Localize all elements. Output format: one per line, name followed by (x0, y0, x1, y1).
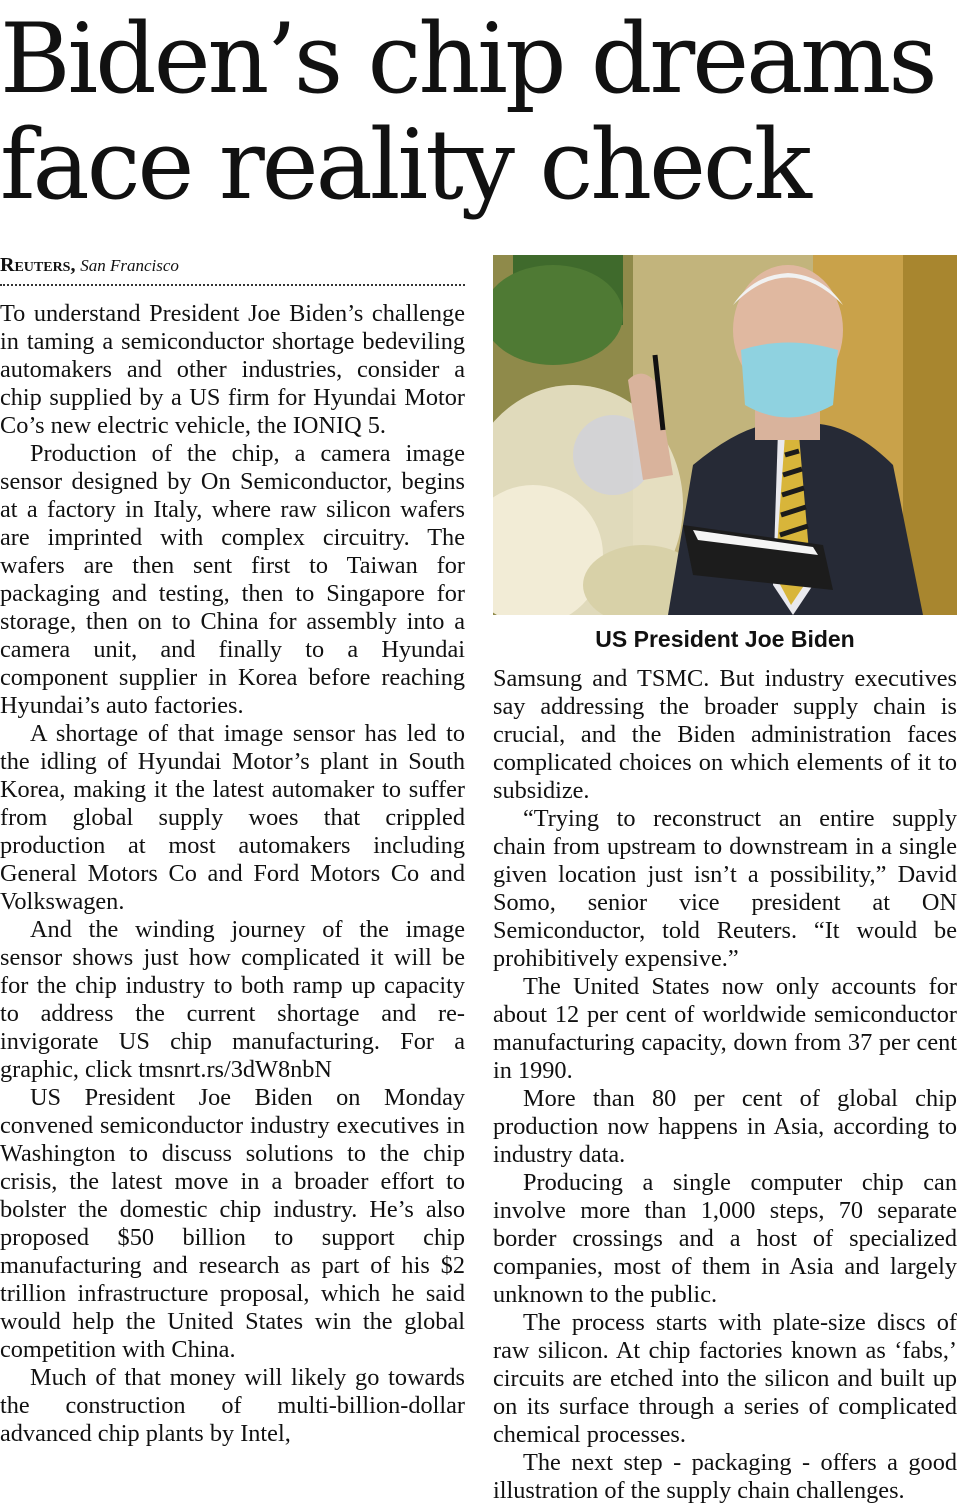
paragraph: More than 80 per cent of global chip production now happens in Asia, according to industry data. (493, 1085, 957, 1168)
paragraph: The United States now only accounts for about 12 per cent of worldwide semiconductor manufacturing capacity, down from 37 per cent in 1990. (493, 973, 957, 1084)
paragraph: “Trying to reconstruct an entire supply chain from upstream to downstream in a single given location just isn’t a possibility,” David Somo, senior vice president at ON Semiconductor, told Reuters. “It would be prohibitively expensive.” (493, 805, 957, 972)
paragraph: To understand President Joe Biden’s challenge in taming a semiconductor shortage bedeviling automakers and other industries, consider a chip supplied by a US firm for Hyundai Motor Co’s new electric vehicle, the IONIQ 5. (0, 300, 465, 439)
paragraph: Producing a single computer chip can involve more than 1,000 steps, 70 separate border crossings and a host of specialized companies, most of them in Asia and largely unknown to the public. (493, 1169, 957, 1308)
photo-illustration (493, 255, 957, 615)
headline (0, 3, 957, 221)
paragraph: Production of the chip, a camera image sensor designed by On Semiconductor, begins at a factory in Italy, where raw silicon wafers are imprinted with complex circuitry. The wafers are then sent first to Taiwan for packaging and testing, then to Singapore for storage, then on to China for assembly into a camera unit, and finally to a Hyundai component supplier in Korea before reaching Hyundai’s auto factories. (0, 440, 465, 719)
headline-line-2: face reality check (0, 109, 809, 221)
byline-agency: Reuters, (0, 254, 76, 276)
paragraph: And the winding journey of the image sensor shows just how complicated it will be for the chip industry to both ramp up capacity to address the current shortage and re-invigorate US chip manufacturing. For a graphic, click tmsnrt.rs/3dW8nbN (0, 916, 465, 1083)
article-column-right (493, 665, 957, 1505)
byline (0, 254, 465, 286)
paragraph: US President Joe Biden on Monday convened semiconductor industry executives in Washington to discuss solutions to the chip crisis, the latest move in a broader effort to bolster the domestic chip industry. He’s also proposed $50 billion to support chip manufacturing and research as part of his $2 trillion infrastructure proposal, which he said would help the United States win the global competition with China. (0, 1084, 465, 1363)
photo-caption: US President Joe Biden (595, 626, 855, 652)
paragraph: Samsung and TSMC. But industry executives say addressing the broader supply chain is crucial, and the Biden administration faces complicated choices on which elements of it to subsidize. (493, 665, 957, 804)
news-photo (493, 255, 957, 615)
headline-line-1: Biden’s chip dreams (0, 3, 935, 115)
paragraph: The process starts with plate-size discs of raw silicon. At chip factories known as ‘fabs,’ circuits are etched into the silicon and built up on its surface through a series of complicated chemical processes. (493, 1309, 957, 1448)
byline-location: San Francisco (80, 256, 179, 275)
paragraph: A shortage of that image sensor has led to the idling of Hyundai Motor’s plant in South Korea, making it the latest automaker to suffer from global supply woes that crippled production at most automakers including General Motors Co and Ford Motors Co and Volkswagen. (0, 720, 465, 915)
article-column-left (0, 300, 465, 1448)
paragraph: Much of that money will likely go towards the construction of multi-billion-dollar advanced chip plants by Intel, (0, 1364, 465, 1447)
paragraph: The next step - packaging - offers a good illustration of the supply chain challenges. (493, 1449, 957, 1504)
